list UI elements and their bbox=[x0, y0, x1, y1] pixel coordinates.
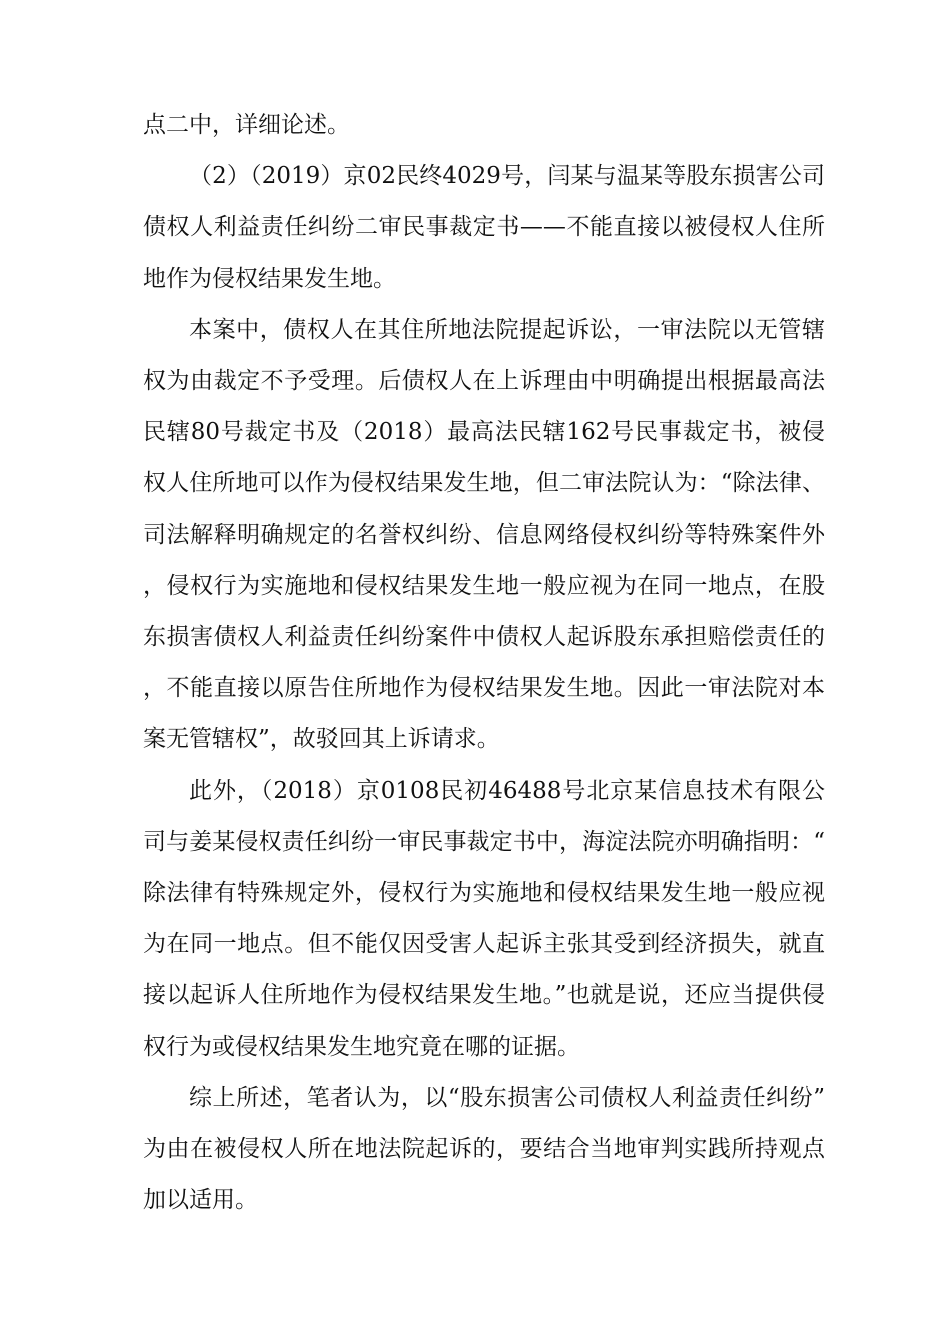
paragraph-case-analysis: 本案中，债权人在其住所地法院提起诉讼，一审法院以无管辖权为由裁定不予受理。后债权人在上诉理由中明确提出根据最高法民辖80号裁定书及（2018）最高法民辖162号民事裁定书，被侵权人住所地可以作为侵权结果发生地，但二审法院认为：“除法律、司法解释明确规定的名誉权纠纷、信息网络侵权纠纷等特殊案件外，侵权行为实施地和侵权结果发生地一般应视为在同一地点，在股东损害债权人利益责任纠纷案件中债权人起诉股东承担赔偿责任的，不能直接以原告住所地作为侵权结果发生地。因此一审法院对本案无管辖权”，故驳回其上诉请求。 bbox=[143, 316, 825, 753]
paragraph-case-2-heading: （2）（2019）京02民终4029号，闫某与温某等股东损害公司债权人利益责任纠纷二审民事裁定书——不能直接以被侵权人住所地作为侵权结果发生地。 bbox=[143, 163, 825, 292]
document-body bbox=[143, 100, 825, 1226]
paragraph-conclusion: 综上所述，笔者认为，以“股东损害公司债权人利益责任纠纷”为由在被侵权人所在地法院起诉的，要结合当地审判实践所持观点加以适用。 bbox=[143, 1084, 825, 1214]
paragraph-continuation: 点二中，详细论述。 bbox=[143, 112, 350, 138]
paragraph-additional-case: 此外，（2018）京0108民初46488号北京某信息技术有限公司与姜某侵权责任纠纷一审民事裁定书中，海淀法院亦明确指明：“除法律有特殊规定外，侵权行为实施地和侵权结果发生地一般应视为在同一地点。但不能仅因受害人起诉主张其受到经济损失，就直接以起诉人住所地作为侵权结果发生地。”也就是说，还应当提供侵权行为或侵权结果发生地究竟在哪的证据。 bbox=[143, 777, 825, 1060]
